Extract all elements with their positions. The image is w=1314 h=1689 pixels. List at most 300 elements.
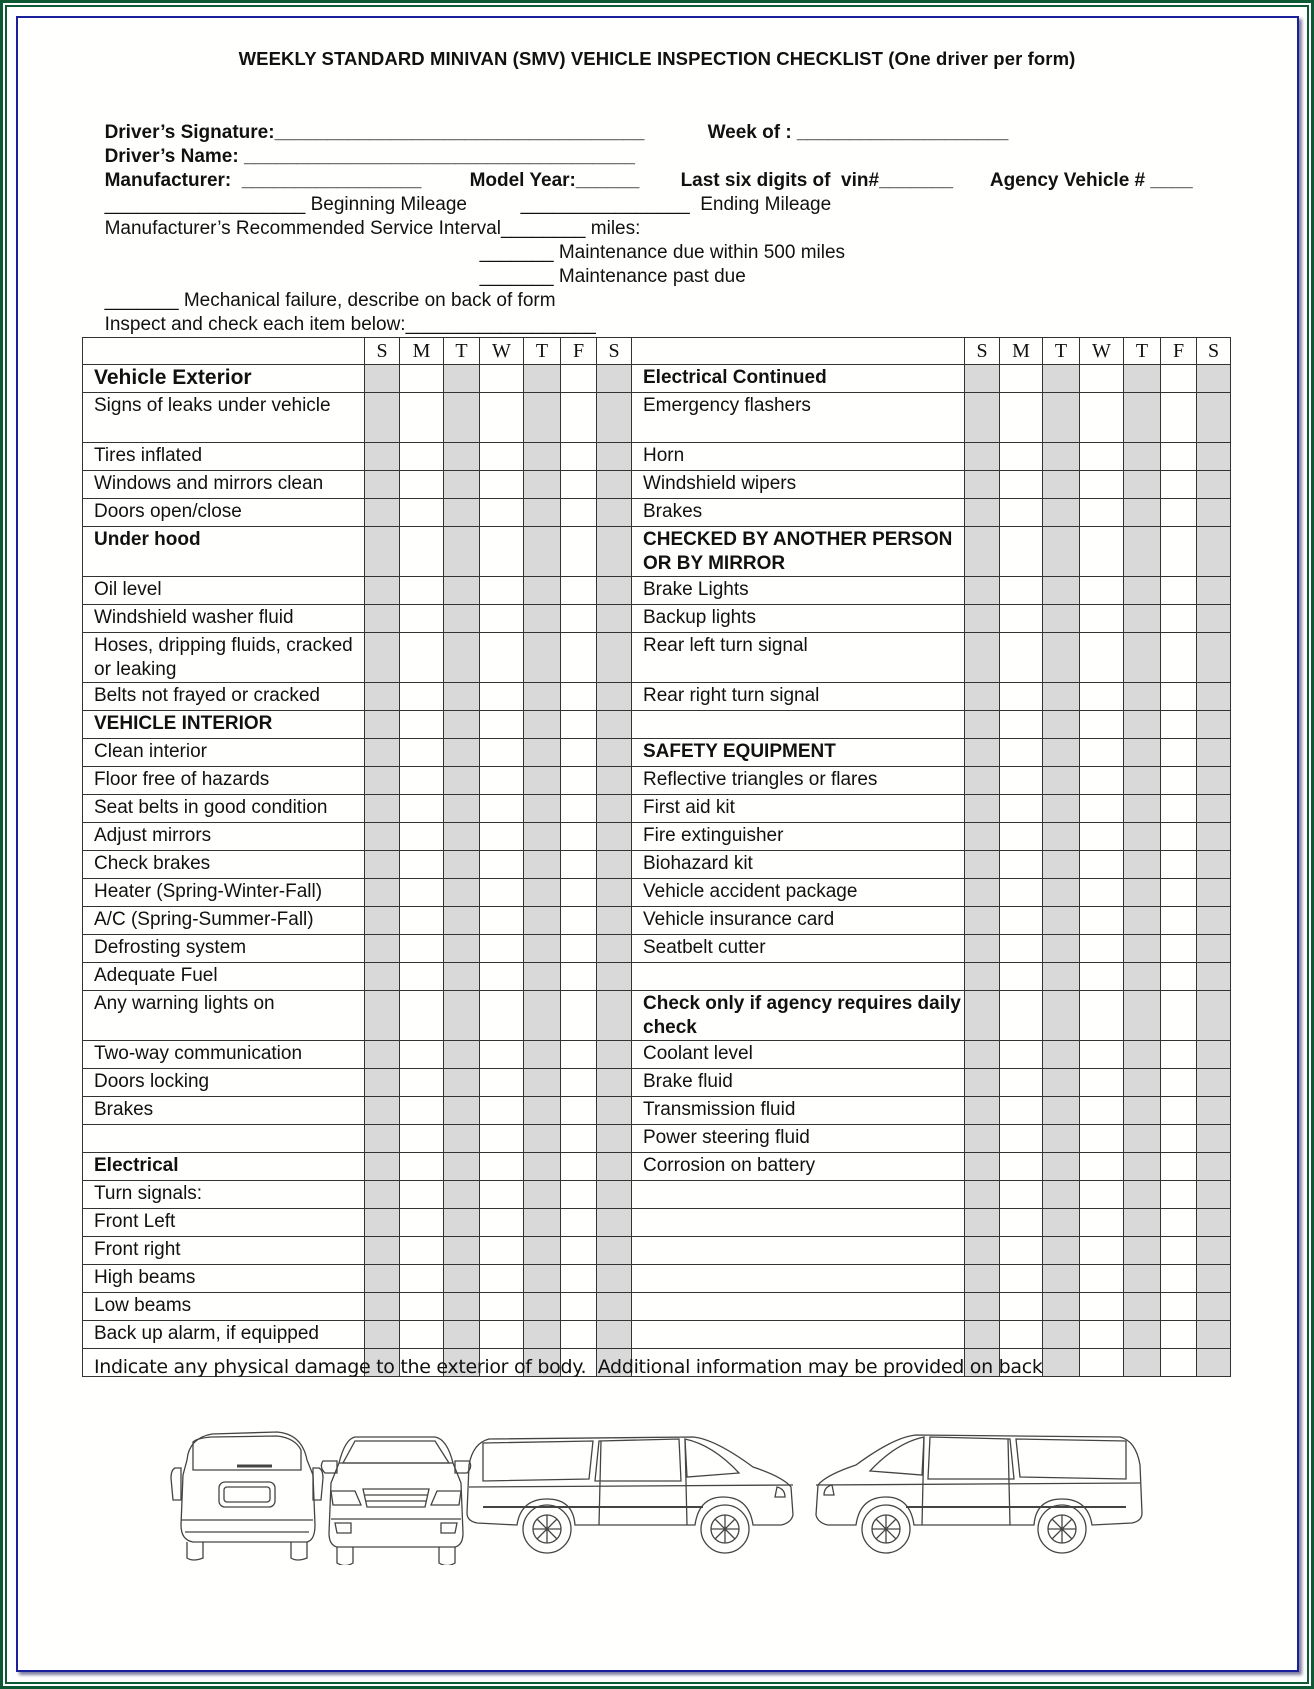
check-cell-right-day-1[interactable] — [1000, 527, 1043, 577]
check-cell-left-day-4[interactable] — [524, 1209, 561, 1237]
check-cell-right-day-4[interactable] — [1124, 1321, 1161, 1349]
check-cell-left-day-4[interactable] — [524, 823, 561, 851]
check-cell-right-day-4[interactable] — [1124, 471, 1161, 499]
check-cell-right-day-1[interactable] — [1000, 963, 1043, 991]
check-cell-left-day-2[interactable] — [444, 1237, 480, 1265]
check-cell-left-day-1[interactable] — [400, 1237, 444, 1265]
check-cell-right-day-2[interactable] — [1043, 823, 1080, 851]
check-cell-right-day-3[interactable] — [1080, 1153, 1124, 1181]
check-cell-right-day-5[interactable] — [1161, 1069, 1197, 1097]
check-cell-right-day-6[interactable] — [1197, 1237, 1231, 1265]
check-cell-right-day-1[interactable] — [1000, 499, 1043, 527]
check-cell-right-day-4[interactable] — [1124, 633, 1161, 683]
check-cell-right-day-6[interactable] — [1197, 1125, 1231, 1153]
check-cell-right-day-3[interactable] — [1080, 879, 1124, 907]
check-cell-left-day-6[interactable] — [597, 577, 632, 605]
check-cell-right-day-4[interactable] — [1124, 1097, 1161, 1125]
check-cell-left-day-6[interactable] — [597, 963, 632, 991]
check-cell-right-day-2[interactable] — [1043, 1181, 1080, 1209]
check-cell-right-day-6[interactable] — [1197, 365, 1231, 393]
check-cell-right-day-6[interactable] — [1197, 711, 1231, 739]
check-cell-left-day-5[interactable] — [561, 711, 597, 739]
check-cell-left-day-0[interactable] — [365, 365, 400, 393]
check-cell-right-day-4[interactable] — [1124, 577, 1161, 605]
check-cell-left-day-5[interactable] — [561, 393, 597, 443]
check-cell-right-day-1[interactable] — [1000, 1041, 1043, 1069]
check-cell-right-day-0[interactable] — [965, 907, 1000, 935]
check-cell-left-day-0[interactable] — [365, 1209, 400, 1237]
check-cell-left-day-5[interactable] — [561, 1153, 597, 1181]
check-cell-right-day-6[interactable] — [1197, 1153, 1231, 1181]
check-cell-right-day-1[interactable] — [1000, 633, 1043, 683]
check-cell-left-day-3[interactable] — [480, 1293, 524, 1321]
check-cell-left-day-3[interactable] — [480, 683, 524, 711]
check-cell-left-day-0[interactable] — [365, 443, 400, 471]
check-cell-right-day-3[interactable] — [1080, 991, 1124, 1041]
check-cell-left-day-1[interactable] — [400, 1321, 444, 1349]
check-cell-right-day-5[interactable] — [1161, 823, 1197, 851]
check-cell-left-day-0[interactable] — [365, 527, 400, 577]
check-cell-right-day-5[interactable] — [1161, 1153, 1197, 1181]
check-cell-right-day-4[interactable] — [1124, 907, 1161, 935]
check-cell-right-day-3[interactable] — [1080, 577, 1124, 605]
check-cell-left-day-5[interactable] — [561, 823, 597, 851]
check-cell-right-day-0[interactable] — [965, 1321, 1000, 1349]
check-cell-right-day-0[interactable] — [965, 365, 1000, 393]
check-cell-right-day-5[interactable] — [1161, 1265, 1197, 1293]
check-cell-right-day-5[interactable] — [1161, 499, 1197, 527]
check-cell-left-day-1[interactable] — [400, 879, 444, 907]
check-cell-right-day-0[interactable] — [965, 1265, 1000, 1293]
check-cell-left-day-3[interactable] — [480, 851, 524, 879]
van-left-side-view-icon[interactable] — [467, 1437, 793, 1553]
check-cell-right-day-6[interactable] — [1197, 499, 1231, 527]
check-cell-right-day-6[interactable] — [1197, 1041, 1231, 1069]
check-cell-left-day-3[interactable] — [480, 739, 524, 767]
check-cell-left-day-3[interactable] — [480, 365, 524, 393]
check-cell-left-day-0[interactable] — [365, 907, 400, 935]
check-cell-left-day-6[interactable] — [597, 711, 632, 739]
week-of-field[interactable]: ____________________ — [796, 122, 1009, 143]
check-cell-right-day-1[interactable] — [1000, 795, 1043, 823]
check-cell-left-day-4[interactable] — [524, 963, 561, 991]
check-cell-left-day-5[interactable] — [561, 851, 597, 879]
check-cell-right-day-4[interactable] — [1124, 795, 1161, 823]
check-cell-left-day-2[interactable] — [444, 767, 480, 795]
check-cell-right-day-0[interactable] — [965, 1125, 1000, 1153]
check-cell-left-day-6[interactable] — [597, 365, 632, 393]
check-cell-left-day-1[interactable] — [400, 739, 444, 767]
check-cell-right-day-2[interactable] — [1043, 879, 1080, 907]
check-cell-left-day-6[interactable] — [597, 443, 632, 471]
check-cell-right-day-6[interactable] — [1197, 1181, 1231, 1209]
check-cell-left-day-5[interactable] — [561, 1097, 597, 1125]
check-cell-right-day-4[interactable] — [1124, 991, 1161, 1041]
check-cell-left-day-4[interactable] — [524, 907, 561, 935]
maintenance-within-field[interactable]: _______ — [479, 242, 554, 263]
check-cell-left-day-2[interactable] — [444, 499, 480, 527]
check-cell-right-day-3[interactable] — [1080, 1125, 1124, 1153]
check-cell-left-day-3[interactable] — [480, 1153, 524, 1181]
check-cell-right-day-6[interactable] — [1197, 1321, 1231, 1349]
check-cell-right-day-5[interactable] — [1161, 795, 1197, 823]
check-cell-left-day-1[interactable] — [400, 1293, 444, 1321]
check-cell-left-day-0[interactable] — [365, 767, 400, 795]
check-cell-right-day-6[interactable] — [1197, 633, 1231, 683]
check-cell-left-day-4[interactable] — [524, 739, 561, 767]
check-cell-left-day-1[interactable] — [400, 365, 444, 393]
van-right-side-view-icon[interactable] — [816, 1435, 1142, 1553]
check-cell-left-day-4[interactable] — [524, 605, 561, 633]
check-cell-right-day-4[interactable] — [1124, 711, 1161, 739]
check-cell-right-day-2[interactable] — [1043, 1293, 1080, 1321]
check-cell-left-day-3[interactable] — [480, 1237, 524, 1265]
check-cell-right-day-2[interactable] — [1043, 991, 1080, 1041]
check-cell-left-day-3[interactable] — [480, 1097, 524, 1125]
check-cell-right-day-3[interactable] — [1080, 1321, 1124, 1349]
check-cell-left-day-5[interactable] — [561, 1181, 597, 1209]
check-cell-left-day-1[interactable] — [400, 795, 444, 823]
check-cell-left-day-1[interactable] — [400, 1181, 444, 1209]
check-cell-right-day-4[interactable] — [1124, 393, 1161, 443]
check-cell-right-day-4[interactable] — [1124, 1237, 1161, 1265]
check-cell-left-day-3[interactable] — [480, 1181, 524, 1209]
check-cell-left-day-2[interactable] — [444, 365, 480, 393]
check-cell-right-day-2[interactable] — [1043, 1125, 1080, 1153]
check-cell-left-day-2[interactable] — [444, 1069, 480, 1097]
check-cell-left-day-3[interactable] — [480, 1265, 524, 1293]
check-cell-right-day-6[interactable] — [1197, 1069, 1231, 1097]
check-cell-right-day-2[interactable] — [1043, 767, 1080, 795]
check-cell-left-day-6[interactable] — [597, 393, 632, 443]
check-cell-right-day-6[interactable] — [1197, 1097, 1231, 1125]
check-cell-left-day-1[interactable] — [400, 527, 444, 577]
check-cell-left-day-5[interactable] — [561, 633, 597, 683]
check-cell-right-day-5[interactable] — [1161, 1349, 1197, 1377]
check-cell-right-day-2[interactable] — [1043, 633, 1080, 683]
check-cell-right-day-3[interactable] — [1080, 393, 1124, 443]
check-cell-right-day-5[interactable] — [1161, 577, 1197, 605]
check-cell-right-day-1[interactable] — [1000, 1181, 1043, 1209]
check-cell-right-day-5[interactable] — [1161, 1181, 1197, 1209]
check-cell-right-day-2[interactable] — [1043, 577, 1080, 605]
check-cell-right-day-6[interactable] — [1197, 605, 1231, 633]
check-cell-right-day-4[interactable] — [1124, 443, 1161, 471]
check-cell-right-day-6[interactable] — [1197, 879, 1231, 907]
drivers-signature-field[interactable]: ___________________________________ — [274, 122, 645, 143]
check-cell-left-day-4[interactable] — [524, 365, 561, 393]
check-cell-left-day-6[interactable] — [597, 1041, 632, 1069]
check-cell-left-day-6[interactable] — [597, 935, 632, 963]
check-cell-left-day-6[interactable] — [597, 1265, 632, 1293]
check-cell-right-day-6[interactable] — [1197, 823, 1231, 851]
check-cell-left-day-6[interactable] — [597, 991, 632, 1041]
check-cell-right-day-2[interactable] — [1043, 935, 1080, 963]
check-cell-left-day-3[interactable] — [480, 935, 524, 963]
check-cell-left-day-2[interactable] — [444, 935, 480, 963]
check-cell-right-day-3[interactable] — [1080, 633, 1124, 683]
check-cell-left-day-0[interactable] — [365, 795, 400, 823]
check-cell-right-day-5[interactable] — [1161, 1293, 1197, 1321]
check-cell-left-day-5[interactable] — [561, 527, 597, 577]
check-cell-right-day-1[interactable] — [1000, 577, 1043, 605]
check-cell-right-day-3[interactable] — [1080, 1237, 1124, 1265]
check-cell-left-day-1[interactable] — [400, 823, 444, 851]
check-cell-left-day-4[interactable] — [524, 711, 561, 739]
check-cell-left-day-0[interactable] — [365, 963, 400, 991]
check-cell-left-day-0[interactable] — [365, 1321, 400, 1349]
check-cell-right-day-0[interactable] — [965, 577, 1000, 605]
check-cell-left-day-1[interactable] — [400, 1153, 444, 1181]
check-cell-right-day-4[interactable] — [1124, 1069, 1161, 1097]
check-cell-right-day-3[interactable] — [1080, 1293, 1124, 1321]
check-cell-right-day-1[interactable] — [1000, 879, 1043, 907]
check-cell-right-day-5[interactable] — [1161, 1041, 1197, 1069]
check-cell-left-day-4[interactable] — [524, 1097, 561, 1125]
check-cell-right-day-0[interactable] — [965, 1209, 1000, 1237]
check-cell-right-day-3[interactable] — [1080, 795, 1124, 823]
check-cell-left-day-6[interactable] — [597, 1321, 632, 1349]
check-cell-left-day-3[interactable] — [480, 633, 524, 683]
check-cell-left-day-2[interactable] — [444, 1125, 480, 1153]
check-cell-right-day-2[interactable] — [1043, 907, 1080, 935]
check-cell-left-day-2[interactable] — [444, 823, 480, 851]
check-cell-right-day-6[interactable] — [1197, 527, 1231, 577]
check-cell-right-day-0[interactable] — [965, 879, 1000, 907]
check-cell-right-day-0[interactable] — [965, 633, 1000, 683]
check-cell-right-day-6[interactable] — [1197, 1209, 1231, 1237]
check-cell-left-day-2[interactable] — [444, 711, 480, 739]
check-cell-left-day-4[interactable] — [524, 1265, 561, 1293]
check-cell-right-day-5[interactable] — [1161, 767, 1197, 795]
check-cell-left-day-1[interactable] — [400, 711, 444, 739]
check-cell-left-day-2[interactable] — [444, 1181, 480, 1209]
check-cell-right-day-6[interactable] — [1197, 795, 1231, 823]
check-cell-left-day-2[interactable] — [444, 851, 480, 879]
check-cell-left-day-4[interactable] — [524, 1237, 561, 1265]
check-cell-right-day-1[interactable] — [1000, 1153, 1043, 1181]
check-cell-right-day-4[interactable] — [1124, 1293, 1161, 1321]
check-cell-right-day-4[interactable] — [1124, 1153, 1161, 1181]
check-cell-right-day-3[interactable] — [1080, 683, 1124, 711]
check-cell-right-day-1[interactable] — [1000, 1069, 1043, 1097]
check-cell-right-day-5[interactable] — [1161, 851, 1197, 879]
check-cell-right-day-4[interactable] — [1124, 1125, 1161, 1153]
check-cell-right-day-0[interactable] — [965, 795, 1000, 823]
check-cell-left-day-5[interactable] — [561, 1069, 597, 1097]
check-cell-left-day-1[interactable] — [400, 393, 444, 443]
van-rear-view-icon[interactable] — [171, 1432, 323, 1560]
check-cell-right-day-5[interactable] — [1161, 1237, 1197, 1265]
check-cell-left-day-0[interactable] — [365, 823, 400, 851]
check-cell-right-day-0[interactable] — [965, 527, 1000, 577]
check-cell-left-day-5[interactable] — [561, 499, 597, 527]
check-cell-left-day-4[interactable] — [524, 499, 561, 527]
check-cell-right-day-3[interactable] — [1080, 767, 1124, 795]
model-year-field[interactable]: ______ — [575, 170, 640, 191]
check-cell-right-day-3[interactable] — [1080, 1209, 1124, 1237]
check-cell-left-day-5[interactable] — [561, 1293, 597, 1321]
check-cell-left-day-4[interactable] — [524, 393, 561, 443]
check-cell-left-day-0[interactable] — [365, 935, 400, 963]
check-cell-right-day-4[interactable] — [1124, 739, 1161, 767]
check-cell-left-day-2[interactable] — [444, 795, 480, 823]
check-cell-left-day-5[interactable] — [561, 443, 597, 471]
check-cell-left-day-4[interactable] — [524, 1153, 561, 1181]
check-cell-right-day-2[interactable] — [1043, 499, 1080, 527]
check-cell-left-day-0[interactable] — [365, 577, 400, 605]
check-cell-left-day-5[interactable] — [561, 365, 597, 393]
check-cell-left-day-4[interactable] — [524, 991, 561, 1041]
check-cell-right-day-3[interactable] — [1080, 711, 1124, 739]
check-cell-left-day-0[interactable] — [365, 633, 400, 683]
check-cell-left-day-5[interactable] — [561, 1237, 597, 1265]
check-cell-right-day-6[interactable] — [1197, 1293, 1231, 1321]
check-cell-left-day-5[interactable] — [561, 577, 597, 605]
check-cell-right-day-0[interactable] — [965, 1181, 1000, 1209]
check-cell-left-day-3[interactable] — [480, 1041, 524, 1069]
check-cell-left-day-6[interactable] — [597, 767, 632, 795]
check-cell-left-day-2[interactable] — [444, 683, 480, 711]
check-cell-right-day-6[interactable] — [1197, 683, 1231, 711]
check-cell-right-day-0[interactable] — [965, 1237, 1000, 1265]
check-cell-right-day-6[interactable] — [1197, 393, 1231, 443]
check-cell-right-day-4[interactable] — [1124, 879, 1161, 907]
check-cell-right-day-2[interactable] — [1043, 739, 1080, 767]
check-cell-right-day-2[interactable] — [1043, 1237, 1080, 1265]
check-cell-left-day-2[interactable] — [444, 1209, 480, 1237]
check-cell-left-day-6[interactable] — [597, 1153, 632, 1181]
check-cell-right-day-2[interactable] — [1043, 1349, 1080, 1377]
check-cell-right-day-3[interactable] — [1080, 1041, 1124, 1069]
check-cell-left-day-3[interactable] — [480, 443, 524, 471]
check-cell-left-day-2[interactable] — [444, 605, 480, 633]
check-cell-left-day-6[interactable] — [597, 683, 632, 711]
check-cell-left-day-1[interactable] — [400, 1209, 444, 1237]
check-cell-left-day-1[interactable] — [400, 577, 444, 605]
check-cell-left-day-1[interactable] — [400, 1125, 444, 1153]
check-cell-right-day-4[interactable] — [1124, 823, 1161, 851]
check-cell-left-day-0[interactable] — [365, 471, 400, 499]
check-cell-right-day-3[interactable] — [1080, 499, 1124, 527]
check-cell-right-day-6[interactable] — [1197, 907, 1231, 935]
check-cell-right-day-4[interactable] — [1124, 963, 1161, 991]
check-cell-right-day-4[interactable] — [1124, 527, 1161, 577]
check-cell-right-day-1[interactable] — [1000, 1209, 1043, 1237]
check-cell-left-day-3[interactable] — [480, 527, 524, 577]
check-cell-right-day-1[interactable] — [1000, 471, 1043, 499]
check-cell-left-day-0[interactable] — [365, 1041, 400, 1069]
check-cell-left-day-3[interactable] — [480, 1069, 524, 1097]
check-cell-left-day-5[interactable] — [561, 935, 597, 963]
check-cell-left-day-2[interactable] — [444, 577, 480, 605]
check-cell-right-day-5[interactable] — [1161, 365, 1197, 393]
check-cell-left-day-0[interactable] — [365, 1181, 400, 1209]
check-cell-right-day-3[interactable] — [1080, 1265, 1124, 1293]
check-cell-left-day-6[interactable] — [597, 1069, 632, 1097]
check-cell-left-day-4[interactable] — [524, 767, 561, 795]
check-cell-right-day-3[interactable] — [1080, 365, 1124, 393]
check-cell-right-day-3[interactable] — [1080, 443, 1124, 471]
check-cell-right-day-4[interactable] — [1124, 683, 1161, 711]
check-cell-left-day-1[interactable] — [400, 471, 444, 499]
check-cell-right-day-4[interactable] — [1124, 935, 1161, 963]
check-cell-left-day-5[interactable] — [561, 795, 597, 823]
check-cell-left-day-0[interactable] — [365, 605, 400, 633]
check-cell-right-day-2[interactable] — [1043, 1097, 1080, 1125]
check-cell-left-day-1[interactable] — [400, 935, 444, 963]
check-cell-left-day-1[interactable] — [400, 1097, 444, 1125]
check-cell-right-day-6[interactable] — [1197, 577, 1231, 605]
check-cell-right-day-4[interactable] — [1124, 767, 1161, 795]
check-cell-left-day-6[interactable] — [597, 1097, 632, 1125]
check-cell-left-day-1[interactable] — [400, 963, 444, 991]
check-cell-right-day-2[interactable] — [1043, 683, 1080, 711]
check-cell-right-day-0[interactable] — [965, 823, 1000, 851]
check-cell-left-day-2[interactable] — [444, 527, 480, 577]
check-cell-right-day-4[interactable] — [1124, 605, 1161, 633]
check-cell-right-day-1[interactable] — [1000, 393, 1043, 443]
check-cell-left-day-3[interactable] — [480, 795, 524, 823]
check-cell-right-day-1[interactable] — [1000, 935, 1043, 963]
check-cell-left-day-0[interactable] — [365, 1069, 400, 1097]
check-cell-right-day-0[interactable] — [965, 1293, 1000, 1321]
check-cell-right-day-6[interactable] — [1197, 471, 1231, 499]
check-cell-left-day-6[interactable] — [597, 1293, 632, 1321]
check-cell-left-day-3[interactable] — [480, 991, 524, 1041]
check-cell-right-day-1[interactable] — [1000, 605, 1043, 633]
check-cell-right-day-0[interactable] — [965, 393, 1000, 443]
van-front-view-icon[interactable] — [321, 1437, 470, 1565]
check-cell-right-day-0[interactable] — [965, 739, 1000, 767]
check-cell-right-day-3[interactable] — [1080, 471, 1124, 499]
check-cell-left-day-4[interactable] — [524, 1125, 561, 1153]
check-cell-right-day-1[interactable] — [1000, 991, 1043, 1041]
check-cell-left-day-1[interactable] — [400, 605, 444, 633]
check-cell-left-day-3[interactable] — [480, 605, 524, 633]
maintenance-past-field[interactable]: _______ — [479, 266, 554, 287]
check-cell-right-day-2[interactable] — [1043, 365, 1080, 393]
check-cell-left-day-2[interactable] — [444, 879, 480, 907]
check-cell-right-day-2[interactable] — [1043, 527, 1080, 577]
check-cell-right-day-6[interactable] — [1197, 935, 1231, 963]
check-cell-left-day-2[interactable] — [444, 1265, 480, 1293]
check-cell-left-day-3[interactable] — [480, 767, 524, 795]
check-cell-right-day-2[interactable] — [1043, 443, 1080, 471]
check-cell-left-day-3[interactable] — [480, 907, 524, 935]
check-cell-left-day-1[interactable] — [400, 1069, 444, 1097]
check-cell-right-day-6[interactable] — [1197, 1349, 1231, 1377]
check-cell-right-day-5[interactable] — [1161, 879, 1197, 907]
check-cell-left-day-6[interactable] — [597, 605, 632, 633]
check-cell-right-day-5[interactable] — [1161, 1125, 1197, 1153]
check-cell-right-day-2[interactable] — [1043, 1321, 1080, 1349]
check-cell-right-day-6[interactable] — [1197, 767, 1231, 795]
check-cell-left-day-6[interactable] — [597, 1237, 632, 1265]
check-cell-right-day-0[interactable] — [965, 1041, 1000, 1069]
check-cell-left-day-1[interactable] — [400, 907, 444, 935]
check-cell-right-day-2[interactable] — [1043, 1041, 1080, 1069]
check-cell-right-day-6[interactable] — [1197, 1265, 1231, 1293]
check-cell-left-day-5[interactable] — [561, 1125, 597, 1153]
check-cell-right-day-4[interactable] — [1124, 499, 1161, 527]
check-cell-right-day-5[interactable] — [1161, 633, 1197, 683]
check-cell-right-day-5[interactable] — [1161, 935, 1197, 963]
check-cell-right-day-5[interactable] — [1161, 1321, 1197, 1349]
check-cell-left-day-4[interactable] — [524, 443, 561, 471]
check-cell-left-day-1[interactable] — [400, 1265, 444, 1293]
check-cell-left-day-2[interactable] — [444, 1293, 480, 1321]
